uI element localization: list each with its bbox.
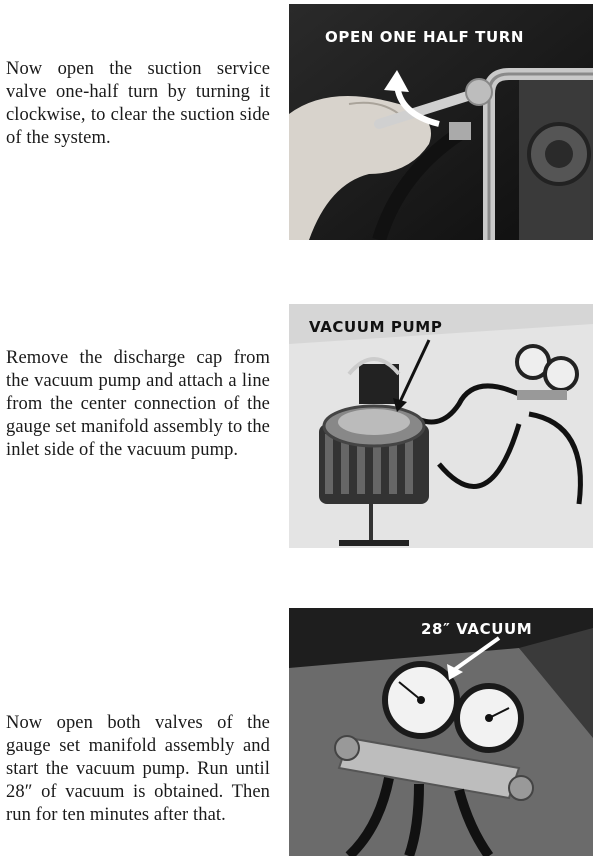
step-1-caption: OPEN ONE HALF TURN xyxy=(325,28,525,46)
step-3-caption: 28″ VACUUM xyxy=(421,620,533,638)
step-3-text: Now open both valves of the gauge set manifold assembly and start the vacuum pump. Run until 28″ of vacuum is obtained. Then run for ten minutes after that. xyxy=(6,713,270,825)
step-3-photo xyxy=(289,608,593,856)
vacuum-pump-illustration xyxy=(289,304,593,548)
step-2 xyxy=(0,300,600,560)
step-2-text: Remove the discharge cap from the vacuum pump and attach a line from the center connection of the gauge set manifold assembly to the inlet side of the vacuum pump. xyxy=(6,348,270,460)
step-2-photo xyxy=(289,304,593,548)
step-1 xyxy=(0,0,600,250)
gauges-illustration xyxy=(289,608,593,856)
step-3 xyxy=(0,606,600,862)
step-2-caption: VACUUM PUMP xyxy=(309,318,443,336)
step-1-text: Now open the suction service valve one-half turn by turning it clockwise, to clear the suction side of the system. xyxy=(6,59,270,148)
step-1-photo xyxy=(289,4,593,240)
